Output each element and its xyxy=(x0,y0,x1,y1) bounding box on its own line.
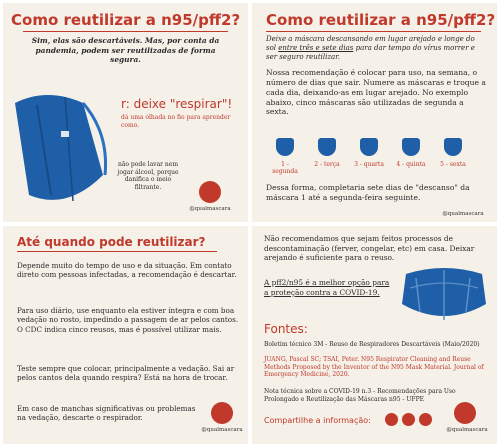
panel-sources xyxy=(252,226,497,444)
paragraph-4: Em caso de manchas significativas ou problemas na vedação, descarte o respirador. xyxy=(17,404,196,423)
brand-handle: @qualmascara xyxy=(201,427,243,433)
day-label: 4 - quinta xyxy=(396,161,426,168)
title-divider xyxy=(17,251,217,252)
paragraph-2: Para uso diário, use enquanto ela estiver íntegra e com boa vedação no rosto, impedindo a passagem de ar pelos cantos. O CDC indica cinco reusos, mas é possível utilizar mais. xyxy=(17,306,239,334)
mask-photo xyxy=(398,264,490,324)
intro-highlight: entre três e sete dias xyxy=(278,44,354,53)
paragraph-1: Depende muito do tempo de uso e da situação. Em contato direto com pessoas infectadas, a recomendação é descartar. xyxy=(17,261,237,280)
mask-3-icon xyxy=(360,138,378,156)
callout-text: r: deixe "respirar"! xyxy=(121,97,233,111)
share-label: Compartilhe a informação: xyxy=(264,416,371,425)
panel-title: Como reutilizar a n95/pff2? xyxy=(11,11,241,29)
panel-title: Até quando pode reutilizar? xyxy=(17,235,206,249)
paragraph-1: Não recomendamos que sejam feitos processos de descontaminação (ferver, congelar, etc) em casa. Deixar arejando é suficiente para o reuso. xyxy=(264,234,475,263)
brand-logo-icon xyxy=(199,181,221,203)
panel-subtitle: Sim, elas são descartáveis. Mas, por conta da pandemia, podem ser reutilizadas de forma segura. xyxy=(31,36,220,65)
brand-handle: @qualmascara xyxy=(446,427,488,433)
mask-2-icon xyxy=(318,138,336,156)
mask-1-icon xyxy=(276,138,294,156)
recommendation-text: Nossa recomendação é colocar para uso, na semana, o número de dias que sair. Numere as máscaras e troque a cada dia, deixando-as em lugar arejado. No exemplo abaixo, cinco máscaras são utilizadas de segunda a sexta. xyxy=(266,68,486,117)
care-note: não pode lavar nem jogar álcool, porque danifica o meio filtrante. xyxy=(117,161,179,191)
panel-rotation xyxy=(252,3,497,222)
title-divider xyxy=(266,31,481,32)
day-label: 2 - terça xyxy=(314,161,340,168)
panel-how-to-reuse xyxy=(3,3,248,222)
panel-until-when xyxy=(3,226,248,444)
share-icon[interactable] xyxy=(385,413,398,426)
n95-mask-illustration xyxy=(7,83,115,215)
source-3: Nota técnica sobre a COVID-19 n.3 - Recomendações para Uso Prolongado e Reutilização das Máscaras n95 - UFPE xyxy=(264,388,456,403)
callout-subtext: dá uma olhada no fio para aprender como. xyxy=(121,114,231,129)
intro-text: Deixe a máscara descansando em lugar arejado e longe do sol entre três e sete dias para dar tempo do vírus morrer e ser seguro reutilizar. xyxy=(266,35,475,62)
source-1: Boletim técnico 3M - Reuso de Respiradores Descartáveis (Maio/2020) xyxy=(264,341,480,348)
paragraph-2: A pff2/n95 é a melhor opção para a proteção contra a COVID-19. xyxy=(264,278,390,297)
mask-5-icon xyxy=(444,138,462,156)
panel-title: Como reutilizar a n95/pff2? xyxy=(266,11,496,29)
title-divider xyxy=(23,31,228,32)
brand-handle: @qualmascara xyxy=(189,206,231,212)
mask-4-icon xyxy=(402,138,420,156)
sources-title: Fontes: xyxy=(264,322,308,336)
day-label: 5 - sexta xyxy=(440,161,466,168)
outro-text: Dessa forma, completaria sete dias de "descanso" da máscara 1 até a segunda-feira seguinte. xyxy=(266,183,470,202)
brand-logo-icon xyxy=(211,402,233,424)
share-icon[interactable] xyxy=(402,413,415,426)
paragraph-3: Teste sempre que colocar, principalmente a vedação. Sai ar pelos cantos dela quando respira? Está na hora de trocar. xyxy=(17,364,235,383)
brand-handle: @qualmascara xyxy=(442,211,484,217)
day-label: 3 - quarta xyxy=(354,161,384,168)
day-label: 1 - segunda xyxy=(272,161,298,175)
brand-logo-icon xyxy=(454,402,476,424)
source-2: JUANG, Pascal SC; TSAI, Peter. N95 Respirator Cleaning and Reuse Methods Proposed by the Inventor of the N95 Mask Material. Journal of Emergency Medicine, 2020. xyxy=(264,356,484,378)
share-icon[interactable] xyxy=(419,413,432,426)
